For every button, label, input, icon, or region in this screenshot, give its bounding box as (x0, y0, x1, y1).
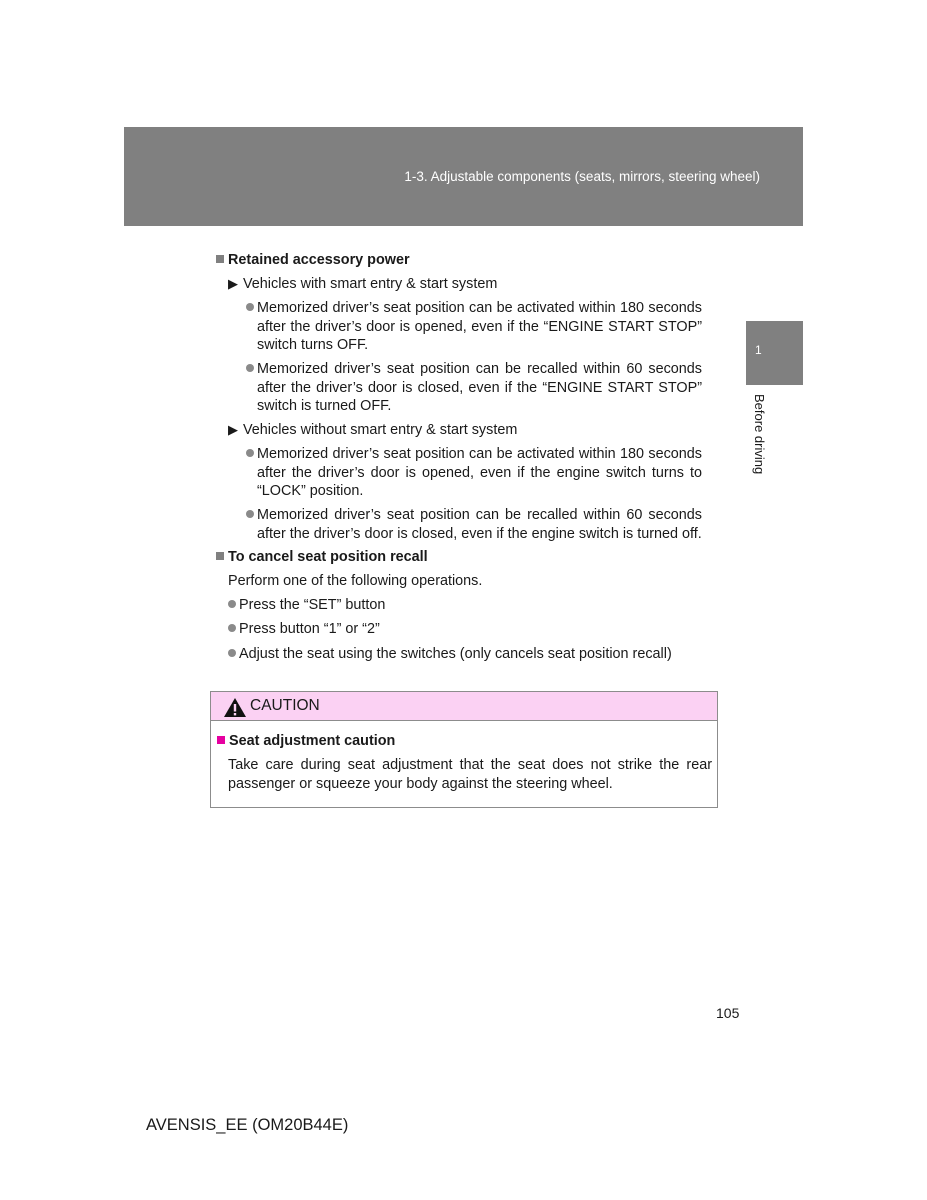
caution-heading: Seat adjustment caution (217, 732, 395, 751)
list-item: Press button “1” or “2” (228, 620, 380, 639)
section-intro: Perform one of the following operations. (228, 573, 483, 589)
section-title: 1-3. Adjustable components (seats, mirrors, steering wheel) (404, 169, 760, 184)
list-item: Memorized driver’s seat position can be activated within 180 seconds after the driver’s door is opened, even if the engine switch turns to “LOCK” position. (257, 445, 702, 501)
chapter-label: Before driving (752, 394, 767, 475)
warning-icon (223, 697, 247, 718)
caution-text: Take care during seat adjustment that the seat does not strike the rear passenger or squeeze your body against the steering wheel. (228, 757, 712, 792)
circle-bullet-icon (228, 600, 236, 608)
square-bullet-icon (216, 255, 224, 263)
caution-box (210, 691, 718, 808)
square-bullet-icon (217, 736, 225, 744)
list-item: Adjust the seat using the switches (only cancels seat position recall) (228, 645, 672, 664)
list-item: Memorized driver’s seat position can be recalled within 60 seconds after the driver’s door is closed, even if the “ENGINE START STOP” switch is turned OFF. (257, 360, 702, 416)
caution-label: CAUTION (250, 697, 320, 714)
footer-code: AVENSIS_EE (OM20B44E) (146, 1116, 349, 1134)
chapter-number: 1 (755, 343, 762, 357)
caution-header (211, 692, 717, 721)
group-label: ▶ Vehicles with smart entry & start system (228, 276, 498, 292)
list-item: Press the “SET” button (228, 596, 385, 615)
chapter-tab (746, 321, 803, 385)
page-number: 105 (716, 1005, 740, 1021)
circle-bullet-icon (246, 449, 254, 457)
list-item: Memorized driver’s seat position can be activated within 180 seconds after the driver’s door is opened, even if the “ENGINE START STOP” switch turns OFF. (257, 299, 702, 355)
list-item: Memorized driver’s seat position can be recalled within 60 seconds after the driver’s door is closed, even if the engine switch is turned off. (257, 506, 702, 543)
circle-bullet-icon (246, 364, 254, 372)
square-bullet-icon (216, 552, 224, 560)
triangle-bullet-icon: ▶ (228, 422, 238, 437)
circle-bullet-icon (246, 510, 254, 518)
section-heading: To cancel seat position recall (216, 548, 428, 567)
circle-bullet-icon (228, 624, 236, 632)
section-heading: Retained accessory power (216, 251, 410, 270)
circle-bullet-icon (246, 303, 254, 311)
triangle-bullet-icon: ▶ (228, 276, 238, 291)
circle-bullet-icon (228, 649, 236, 657)
header-band (124, 127, 803, 226)
group-label: ▶ Vehicles without smart entry & start system (228, 422, 518, 438)
